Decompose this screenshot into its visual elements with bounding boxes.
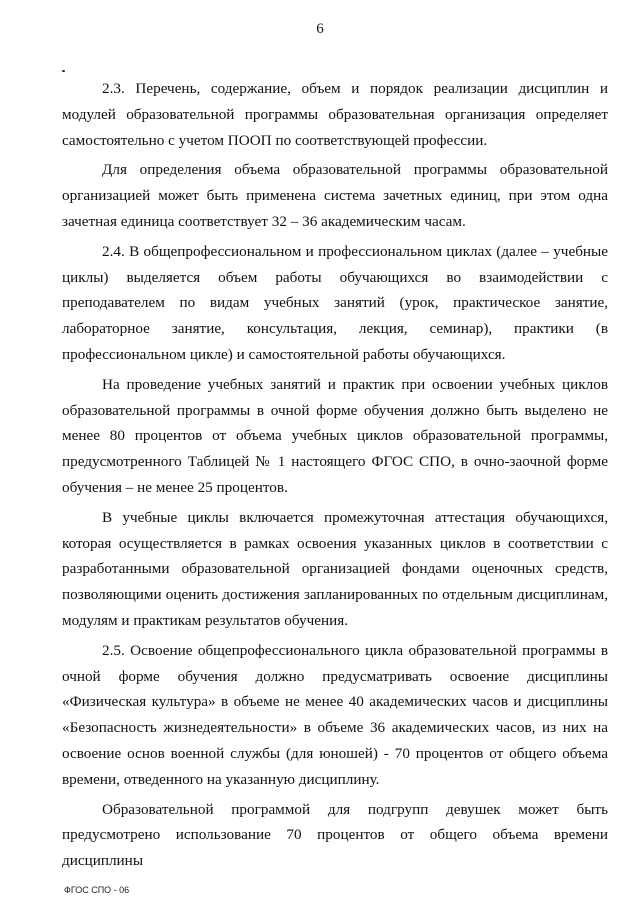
document-body: [62, 76, 608, 874]
scan-speck: [62, 70, 65, 72]
paragraph-2-5: 2.5. Освоение общепрофессионального цикла образовательной программы в очной форме обучения должно предусматривать освоение дисциплины «Физическая культура» в объеме не менее 40 академических часов и дисциплины «Безопасность жизнедеятельности» в объеме 36 академических часов, из них на освоение основ военной службы (для юношей) - 70 процентов от общего объема времени, отведенного на указанную дисциплину.: [62, 641, 608, 788]
paragraph-classes-volume: На проведение учебных занятий и практик при освоении учебных циклов образовательной программы в очной форме обучения должно быть выделено не менее 80 процентов от объема учебных циклов образовательной программы, предусмотренного Таблицей № 1 настоящего ФГОС СПО, в очно-заочной форме обучения – не менее 25 процентов.: [62, 375, 608, 496]
paragraph-2-4: 2.4. В общепрофессиональном и профессиональном циклах (далее – учебные циклы) выделяется объем работы обучающихся во взаимодействии с преподавателем по видам учебных занятий (урок, практическое занятие, лабораторное занятие, консультация, лекция, семинар), практики (в профессиональном цикле) и самостоятельной работы обучающихся.: [62, 242, 608, 363]
page-number: 6: [316, 21, 324, 37]
paragraph-girls-subgroups: Образовательной программой для подгрупп девушек может быть предусмотрено использование 70 процентов от общего объема времени дисциплины: [62, 800, 608, 870]
paragraph-credit-units: Для определения объема образовательной программы образовательной организацией может быть применена система зачетных единиц, при этом одна зачетная единица соответствует 32 – 36 академическим часам.: [62, 161, 608, 230]
paragraph-attestation: В учебные циклы включается промежуточная аттестация обучающихся, которая осуществляется в рамках освоения указанных циклов в соответствии с разработанными образовательной организацией фондами оценочных средств, позволяющими оценить достижения запланированных по отдельным дисциплинам, модулям и практикам результатов обучения.: [62, 508, 608, 629]
paragraph-2-3: 2.3. Перечень, содержание, объем и порядок реализации дисциплин и модулей образовательной программы образовательная организация определяет самостоятельно с учетом ПООП по соответствующей профессии.: [62, 80, 608, 149]
footer-label: ФГОС СПО - 06: [64, 885, 130, 895]
